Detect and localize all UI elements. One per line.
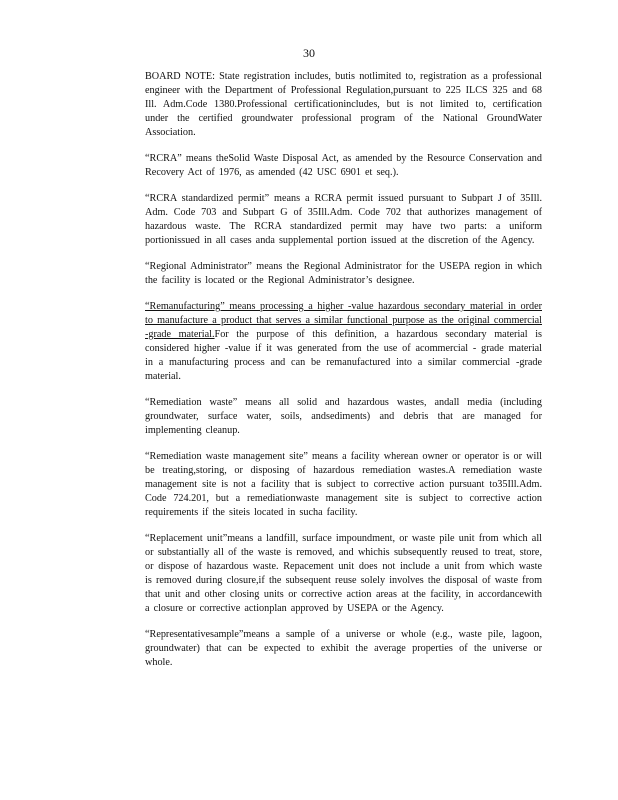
definition-remediation-waste: “Remediation waste” means all solid and hazardous wastes, andall media (including groundwater, surface water, soils, andsediments) and debris that are managed for implementing cleanup. [145,397,542,436]
board-note-paragraph: BOARD NOTE: State registration includes, butis notlimited to, registration as a professional engineer with the Department of Professional Regulation,pursuant to 225 ILCS 325 and 68 Ill. Adm.Code 1380.Professional certificationincludes, but is not limited to, certification under the certified groundwater professional program of the National GroundWater Association. [145,71,542,138]
definition-remediation-waste-management-site: “Remediation waste management site” means a facility wherean owner or operator is or will be treating,storing, or disposing of hazardous remediation wastes.A remediation waste management site is not a facility that is subject to corrective action pursuant to35Ill.Adm. Code 724.201, but a remediationwaste management site is subject to corrective action requirements if the siteis located in sucha facility. [145,451,542,518]
definition-remanufacturing [145,300,542,384]
remanufacturing-new-text: “Remanufacturing” means processing a higher -value hazardous secondary material in order to manufacture a product that serves a similar functional purpose as the original commercial -grade material. [145,301,542,340]
remanufacturing-rest-text: For the purpose of this definition, a hazardous secondary material is considered higher -value if it was generated from the use of acommercial - grade material in a manufacturing process and can be remanufactured into a similar commercial -grade material. [145,329,543,382]
definition-representative-sample: “Representativesample”means a sample of a universe or whole (e.g., waste pile, lagoon, groundwater) that can be expected to exhibit the average properties of the universe or whole. [145,629,542,668]
document-body [145,70,542,682]
definition-rcra-standardized-permit: “RCRA standardized permit” means a RCRA permit issued pursuant to Subpart J of 35Ill. Adm. Code 703 and Subpart G of 35Ill.Adm. Code 702 that authorizes management of hazardous waste. The RCRA standardized permit may have two parts: a uniform portionissued in all cases anda supplemental portion issued at the discretion of the Agency. [145,193,542,246]
page-number: 30 [303,46,315,60]
definition-regional-administrator: “Regional Administrator” means the Regional Administrator for the USEPA region in which the facility is located or the Regional Administrator’s designee. [145,261,542,286]
definition-replacement-unit: “Replacement unit”means a landfill, surface impoundment, or waste pile unit from which all or substantially all of the waste is removed, and whichis subsequently reused to treat, store, or dispose of hazardous waste. Repacement unit does not include a unit from which waste is removed during closure,if the subsequent reuse solely involves the disposal of waste from that unit and other closing units or corrective action areas at the facility, in accordancewith a closure or corrective actionplan approved by USEPA or the Agency. [145,533,542,614]
definition-rcra: “RCRA” means theSolid Waste Disposal Act, as amended by the Resource Conservation and Recovery Act of 1976, as amended (42 USC 6901 et seq.). [145,153,542,178]
